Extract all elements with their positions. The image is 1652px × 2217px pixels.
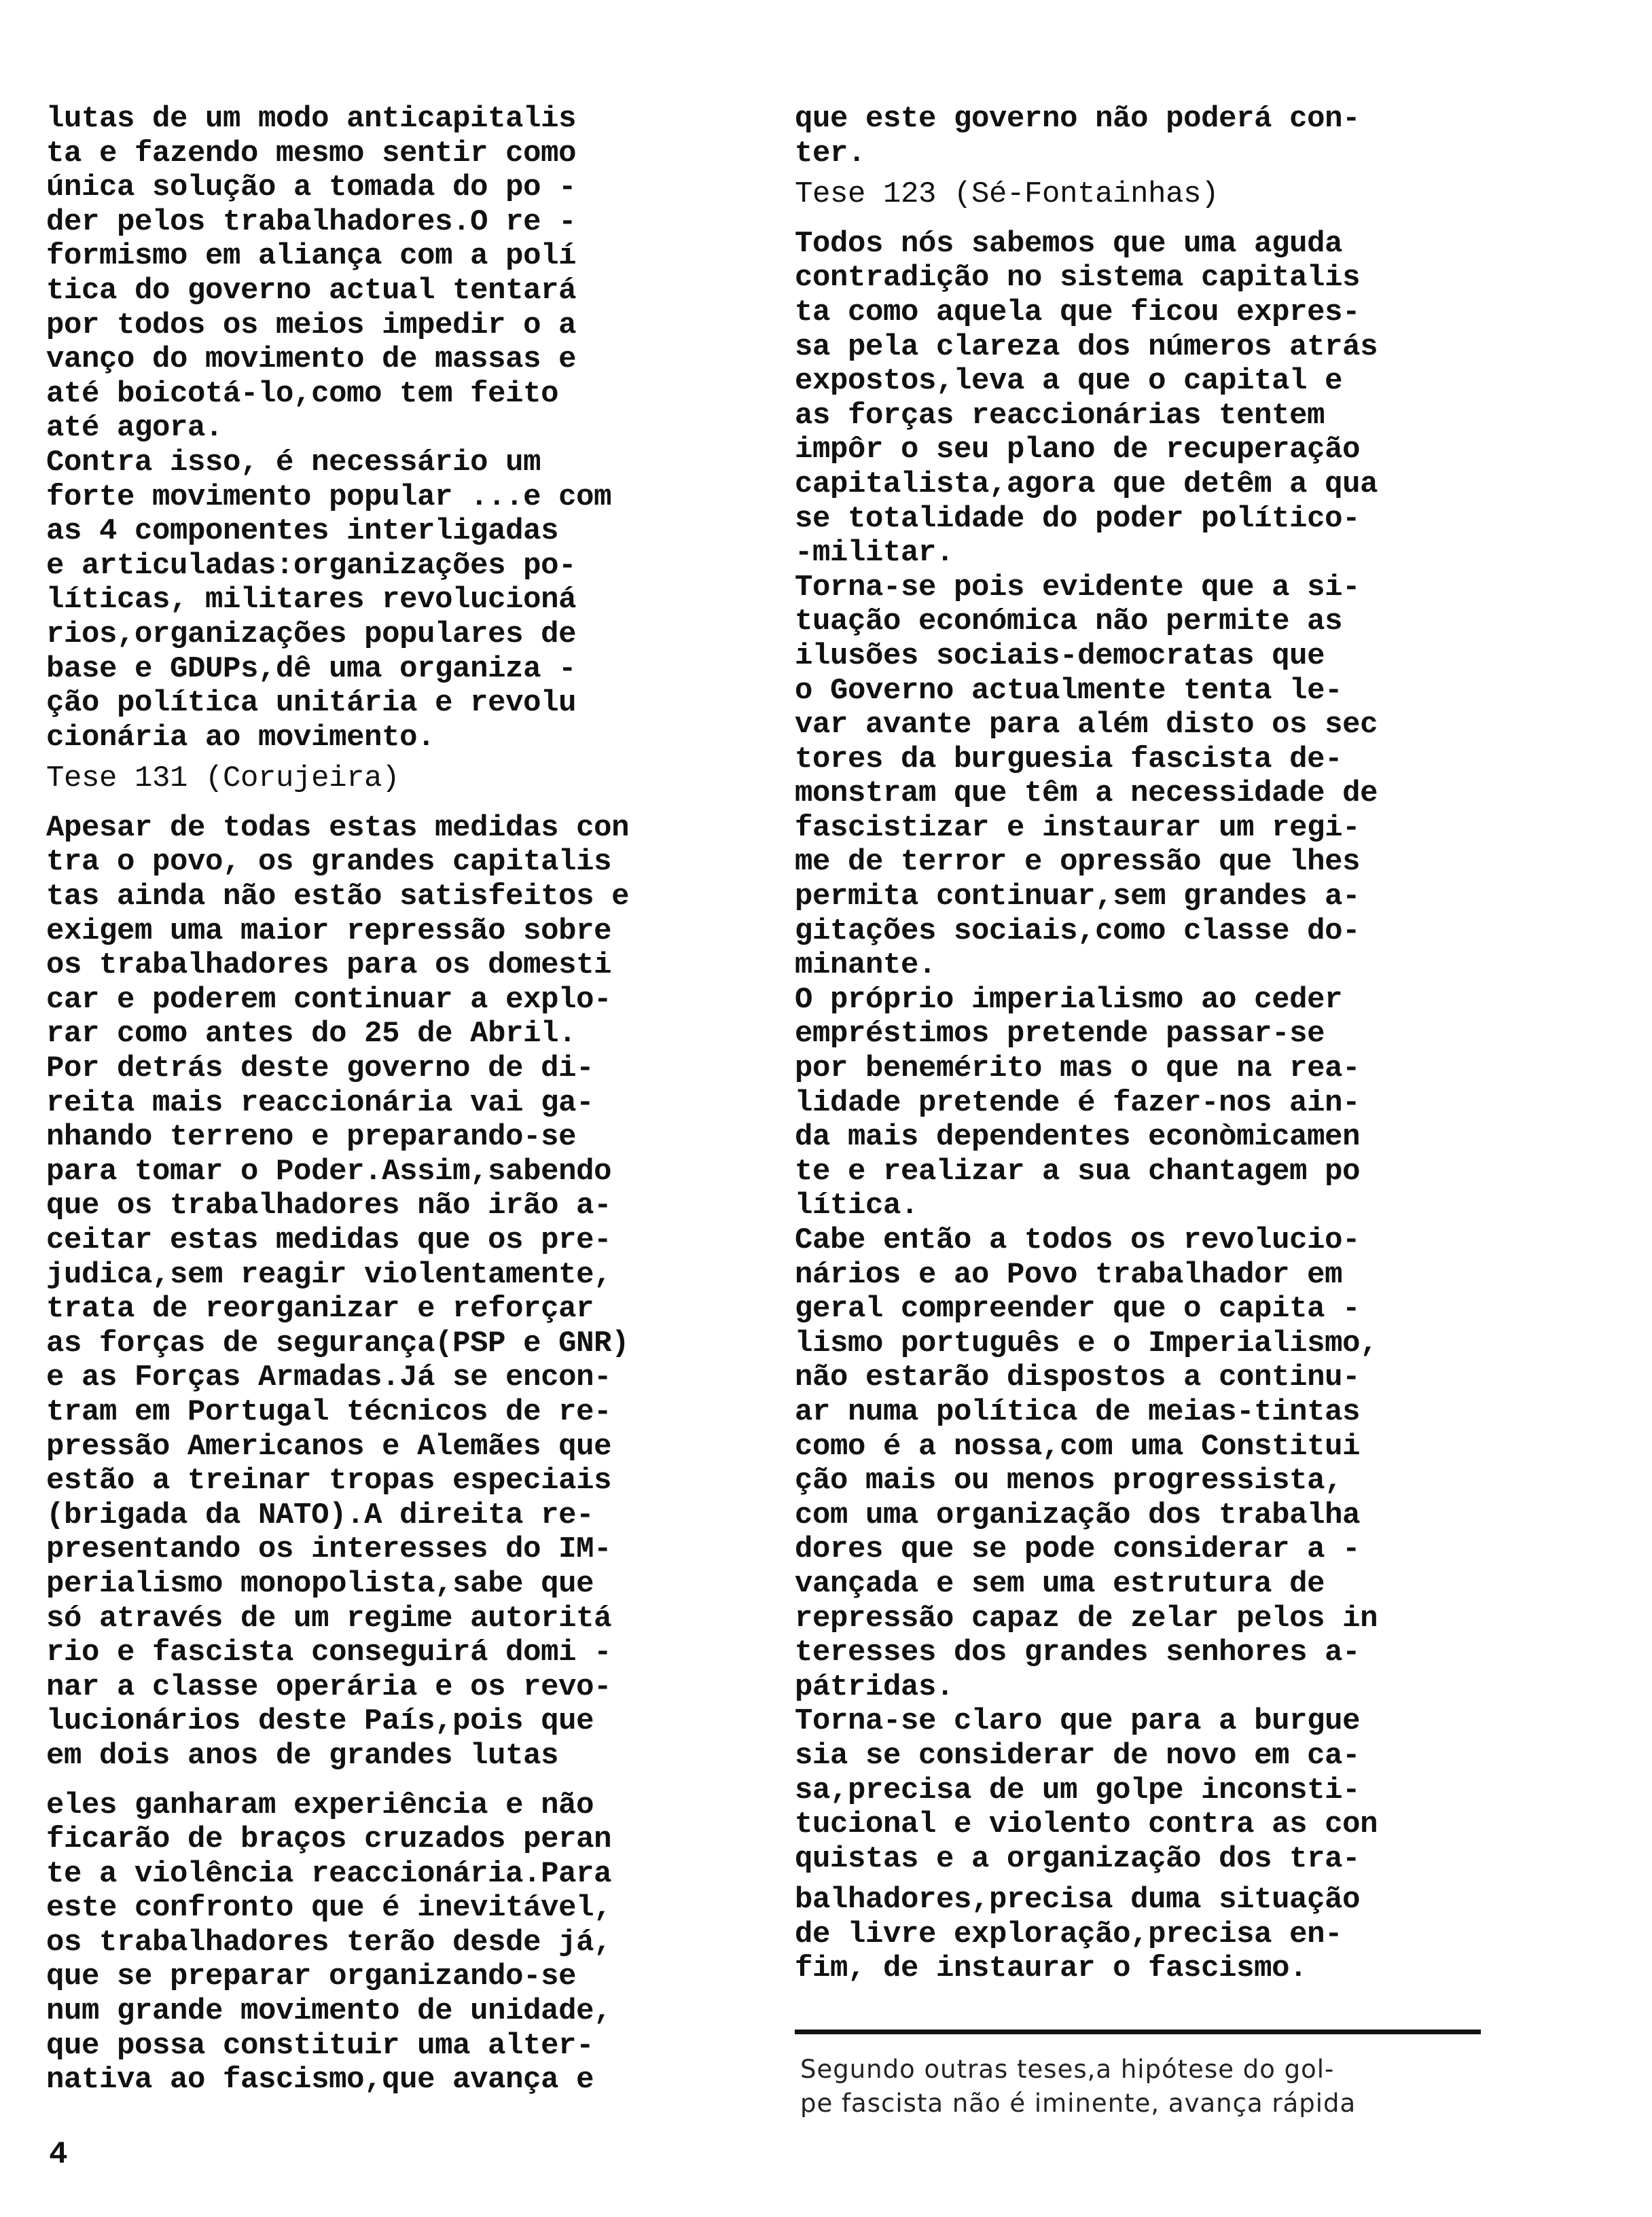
thesis-131-heading: Tese 131 (Corujeira)	[46, 761, 400, 796]
spacer	[795, 212, 1481, 227]
left-paragraph-2: Contra isso, é necessário um forte movimento popular ...e com as 4 componentes interligadas e articuladas:organizações po- líticas, militares revolucioná rios,organizações populares de base e GDUPs,dê uma organiza - ção política unitária e revolu cionária ao movimento.	[46, 445, 612, 755]
right-paragraph-1: que este governo não poderá con- ter.	[795, 102, 1361, 170]
right-paragraph-5: Cabe então a todos os revolucio- nários e ao Povo trabalhador em geral compreender que o capita - lismo português e o Imperialismo, não estarão dispostos a continu- ar numa política de meias-tintas como é a nossa,com uma Constitui ção mais ou menos progressista, com uma organização dos trabalha dores que se pode considerar a - vançada e sem uma estrutura de repressão capaz de zelar pelos in teresses dos grandes senhores a- pátridas.	[795, 1223, 1378, 1704]
spacer	[46, 1773, 736, 1788]
left-column	[46, 102, 736, 2097]
spacer	[46, 755, 736, 761]
right-paragraph-7: balhadores,precisa duma situação de livre exploração,precisa en- fim, de instaurar o fascismo.	[795, 1883, 1361, 1986]
spacer	[795, 1876, 1481, 1883]
left-paragraph-3: Apesar de todas estas medidas con tra o povo, os grandes capitalis tas ainda não estão satisfeitos e exigem uma maior repressão sobre os trabalhadores para os domesti car e poderem continuar a explo- rar como antes do 25 de Abril.	[46, 810, 630, 1051]
left-paragraph-4: Por detrás deste governo de di- reita mais reaccionária vai ga- nhando terreno e preparando-se para tomar o Poder.Assim,sabendo que os trabalhadores não irão a- ceitar estas medidas que os pre- judica,sem reagir violentamente, trata de reorganizar e reforçar as forças de segurança(PSP e GNR) e as Forças Armadas.Já se encon- tram em Portugal técnicos de re- pressão Americanos e Alemães que estão a treinar tropas especiais (brigada da NATO).A direita re- presentando os interesses do IM- perialismo monopolista,sabe que só através de um regime autoritá rio e fascista conseguirá domi - nar a classe operária e os revo- lucionários deste País,pois que em dois anos de grandes lutas	[46, 1051, 630, 1773]
left-paragraph-1: lutas de um modo anticapitalis ta e fazendo mesmo sentir como única solução a tomada do po - der pelos trabalhadores.O re - formismo em aliança com a polí tica do governo actual tentará por todos os meios impedir o a vanço do movimento de massas e até boicotá-lo,como tem feito até agora.	[46, 102, 577, 446]
left-paragraph-5: eles ganharam experiência e não ficarão de braços cruzados peran te a violência reaccionária.Para este confronto que é inevitável, os trabalhadores terão desde já, que se preparar organizando-se num grande movimento de unidade, que possa constituir uma alter- nativa ao fascismo,que avança e	[46, 1788, 612, 2097]
right-paragraph-2: Todos nós sabemos que uma aguda contradição no sistema capitalis ta como aquela que ficou expres- sa pela clareza dos números atrás expostos,leva a que o capital e as forças reaccionárias tentem impôr o seu plano de recuperação capitalista,agora que detêm a qua se totalidade do poder político- -militar.	[795, 226, 1378, 571]
right-paragraph-3: Torna-se pois evidente que a si- tuação económica não permite as ilusões sociais-democratas que o Governo actualmente tenta le- var avante para além disto os sec tores da burguesia fascista de- monstram que têm a necessidade de fascistizar e instaurar um regi- me de terror e opressão que lhes permita continuar,sem grandes a- gitações sociais,como classe do- minante.	[795, 570, 1378, 983]
footnote-text: Segundo outras teses,a hipótese do gol- pe fascista não é iminente, avança rápida	[800, 2055, 1357, 2118]
spacer	[46, 796, 736, 811]
spacer	[795, 170, 1481, 177]
page-number: 4	[49, 2137, 68, 2172]
right-paragraph-6: Torna-se claro que para a burgue sia se considerar de novo em ca- sa,precisa de um golpe inconsti- tucional e violento contra as con quistas e a organização dos tra-	[795, 1704, 1378, 1876]
footnote-divider	[795, 2030, 1481, 2034]
right-column	[795, 102, 1481, 1986]
right-paragraph-4: O próprio imperialismo ao ceder empréstimos pretende passar-se por benemérito mas o que na rea- lidade pretende é fazer-nos ain- da mais dependentes econòmicamen te e realizar a sua chantagem po lítica.	[795, 982, 1361, 1223]
thesis-123-heading: Tese 123 (Sé-Fontainhas)	[795, 177, 1219, 212]
